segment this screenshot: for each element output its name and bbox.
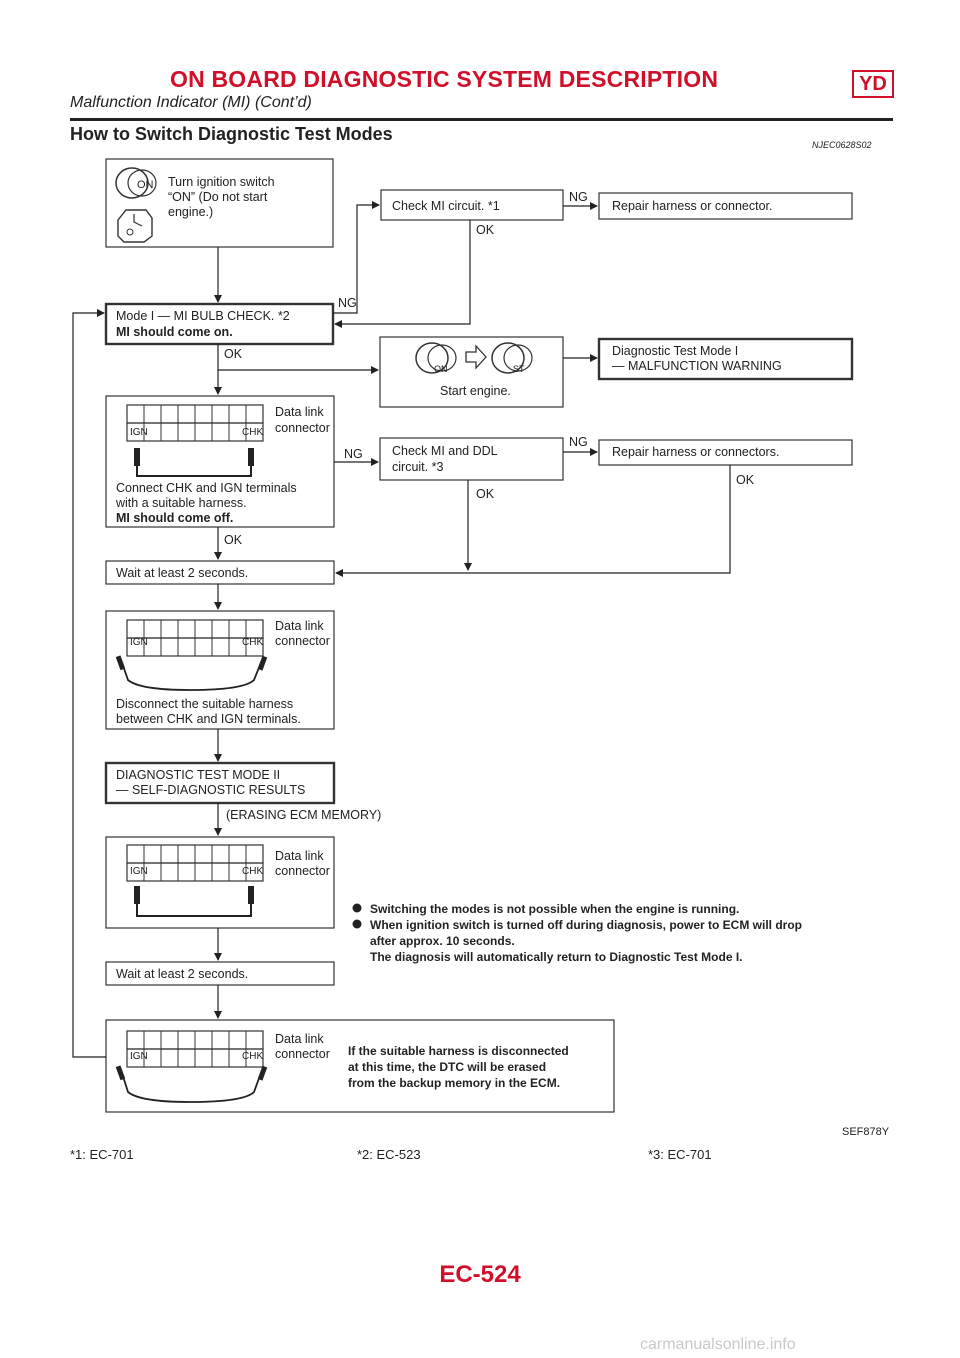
dtm-2-line-2: — SELF-DIAGNOSTIC RESULTS	[116, 783, 306, 797]
ok-label: OK	[476, 223, 495, 237]
repair-1-text: Repair harness or connector.	[612, 199, 773, 213]
note-line-3: after approx. 10 seconds.	[370, 934, 515, 948]
header-title: ON BOARD DIAGNOSTIC SYSTEM DESCRIPTION	[170, 66, 719, 92]
mode-1-line-2: MI should come on.	[116, 325, 233, 339]
final-note-line-2: at this time, the DTC will be erased	[348, 1060, 547, 1074]
ng-label: NG	[338, 296, 357, 310]
turn-ignition-line-1: Turn ignition switch	[168, 175, 275, 189]
repair-2-text: Repair harness or connectors.	[612, 445, 780, 459]
header-subtitle: Malfunction Indicator (MI) (Cont’d)	[70, 94, 312, 111]
section-code: NJEC0628S02	[812, 140, 872, 150]
connect-line-3: MI should come off.	[116, 511, 234, 525]
wait-1-text: Wait at least 2 seconds.	[116, 566, 249, 580]
dlc-label-1a: Data link	[275, 405, 324, 419]
svg-text:IGN: IGN	[130, 1051, 148, 1062]
dtm-1-line-1: Diagnostic Test Mode I	[612, 344, 739, 358]
mode-1-line-1: Mode I — MI BULB CHECK. *2	[116, 309, 290, 323]
data-link-connector-4	[116, 1031, 267, 1102]
ng-label: NG	[344, 447, 363, 461]
check-ddl-line-2: circuit. *3	[392, 460, 444, 474]
dtm-2-line-1: DIAGNOSTIC TEST MODE II	[116, 768, 281, 782]
svg-text:IGN: IGN	[130, 637, 148, 648]
data-link-connector-1	[127, 405, 263, 476]
dtm-1-line-2: — MALFUNCTION WARNING	[612, 359, 782, 373]
section-title: How to Switch Diagnostic Test Modes	[70, 124, 393, 144]
svg-text:CHK: CHK	[242, 866, 264, 877]
dlc-label-3b: connector	[275, 864, 330, 878]
key-on-icon	[416, 343, 456, 374]
ok-label: OK	[736, 473, 755, 487]
note-line-2: When ignition switch is turned off during diagnosis, power to ECM will drop	[370, 918, 802, 932]
svg-text:ON: ON	[434, 364, 448, 374]
footnote-2: *2: EC-523	[357, 1147, 421, 1162]
dlc-label-2b: connector	[275, 634, 330, 648]
svg-text:CHK: CHK	[242, 637, 264, 648]
connect-line-1: Connect CHK and IGN terminals	[116, 481, 297, 495]
check-ddl-line-1: Check MI and DDL	[392, 444, 498, 458]
disconnect-line-2: between CHK and IGN terminals.	[116, 712, 301, 726]
dlc-label-4a: Data link	[275, 1032, 324, 1046]
ok-label: OK	[224, 347, 243, 361]
ng-label: NG	[569, 190, 588, 204]
check-mi-text: Check MI circuit. *1	[392, 199, 500, 213]
note-bullet	[353, 920, 362, 929]
engine-icon	[118, 210, 152, 242]
dlc-label-1b: connector	[275, 421, 330, 435]
svg-text:IGN: IGN	[130, 866, 148, 877]
final-note-line-3: from the backup memory in the ECM.	[348, 1076, 561, 1090]
erasing-label: (ERASING ECM MEMORY)	[226, 808, 382, 822]
dlc-label-4b: connector	[275, 1047, 330, 1061]
ok-label: OK	[224, 533, 243, 547]
svg-text:ON: ON	[137, 179, 154, 191]
footnote-3: *3: EC-701	[648, 1147, 712, 1162]
footnote-1: *1: EC-701	[70, 1147, 134, 1162]
note-line-4: The diagnosis will automatically return to Diagnostic Test Mode I.	[370, 950, 743, 964]
svg-text:IGN: IGN	[130, 427, 148, 438]
ok-label: OK	[476, 487, 495, 501]
ignition-key-icon	[116, 168, 156, 198]
start-engine-text: Start engine.	[440, 384, 511, 398]
turn-ignition-line-3: engine.)	[168, 205, 214, 219]
svg-text:ST: ST	[513, 364, 525, 374]
key-start-icon	[492, 343, 532, 374]
dlc-label-2a: Data link	[275, 619, 324, 633]
note-line-1: Switching the modes is not possible when the engine is running.	[370, 902, 740, 916]
watermark: carmanualsonline.info	[640, 1336, 796, 1353]
ng-label: NG	[569, 435, 588, 449]
data-link-connector-3	[127, 845, 263, 916]
engine-badge: YD	[852, 70, 894, 98]
dlc-label-3a: Data link	[275, 849, 324, 863]
data-link-connector-2	[116, 620, 267, 690]
page-number: EC-524	[439, 1261, 521, 1288]
svg-text:CHK: CHK	[242, 1051, 264, 1062]
note-bullet	[353, 904, 362, 913]
disconnect-line-1: Disconnect the suitable harness	[116, 697, 294, 711]
final-note-line-1: If the suitable harness is disconnected	[348, 1044, 569, 1058]
arrow-right-icon	[466, 346, 486, 368]
figure-id: SEF878Y	[842, 1126, 890, 1138]
connect-line-2: with a suitable harness.	[116, 496, 247, 510]
wait-2-text: Wait at least 2 seconds.	[116, 967, 249, 981]
turn-ignition-line-2: “ON” (Do not start	[168, 190, 268, 204]
svg-text:CHK: CHK	[242, 427, 264, 438]
